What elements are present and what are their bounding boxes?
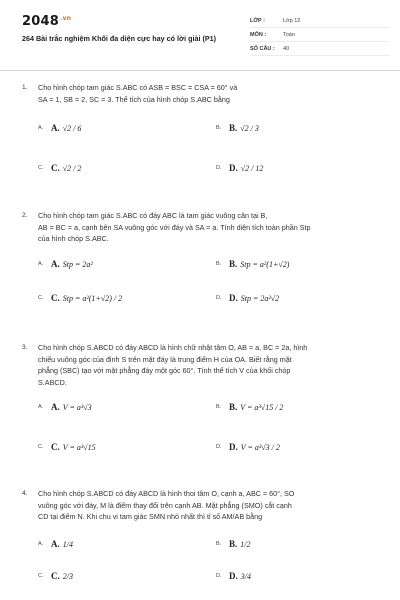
option-label: A. [51, 402, 60, 412]
option-value: √2 / 3 [240, 124, 259, 133]
question-text [38, 488, 384, 523]
options [38, 105, 384, 197]
option-b[interactable] [216, 402, 283, 414]
question-line: Cho hình chóp tam giác S.ABC có ASB = BSC = CSA = 60° và [38, 83, 238, 92]
page-header [0, 0, 400, 68]
option-b[interactable] [216, 539, 251, 551]
meta-row-class [250, 14, 390, 28]
option-label: B. [229, 402, 238, 412]
option-c[interactable] [38, 571, 73, 583]
option-label: D. [229, 292, 238, 303]
meta-value: 40 [283, 45, 290, 52]
question-line: phẳng (SBC) tạo với mặt phẳng đáy một góc 60°. Tính thể tích V của khối chóp [38, 366, 291, 375]
logo-text: 2048 [22, 14, 59, 29]
option-label: A. [51, 123, 60, 133]
options [38, 245, 384, 325]
option-value: √2 / 12 [240, 164, 264, 173]
option-letter: A. [38, 260, 44, 267]
option-d[interactable] [216, 163, 263, 175]
option-a[interactable] [38, 539, 73, 551]
question-line: AB = BC = a, cạnh bên SA vuông góc với đáy và SA = a. Tính diện tích toàn phần Stp [38, 222, 311, 232]
option-value: V = a³√3 / 2 [240, 443, 280, 452]
question-number: 2. [22, 212, 28, 219]
meta-table [250, 14, 390, 56]
option-a[interactable] [38, 123, 81, 135]
meta-value: Lớp 12 [283, 17, 301, 24]
option-c[interactable] [38, 163, 81, 175]
option-d[interactable] [216, 442, 280, 454]
option-d[interactable] [216, 293, 279, 305]
option-letter: C. [38, 444, 44, 450]
document-title: 264 Bài trắc nghiệm Khối đa diện cực hay có lời giải (P1) [22, 34, 217, 43]
option-label: D. [229, 570, 238, 581]
meta-value: Toán [283, 31, 295, 38]
site-logo[interactable] [22, 14, 71, 29]
option-label: C. [51, 163, 60, 173]
option-letter: D. [216, 572, 222, 579]
option-label: C. [51, 442, 60, 452]
option-letter: D. [216, 165, 222, 171]
option-label: D. [229, 163, 238, 173]
option-letter: C. [38, 165, 44, 171]
option-letter: C. [38, 294, 44, 301]
question-line: Cho hình chóp S.ABCD có đáy ABCD là hình chữ nhật tâm O, AB = a, BC = 2a, hình [38, 343, 308, 352]
option-value: Stp = a²(1+√2) / 2 [62, 293, 123, 303]
meta-row-count [250, 42, 390, 56]
option-value: √2 / 2 [62, 164, 82, 173]
option-letter: B. [216, 540, 222, 547]
option-value: Stp = a²(1+√2) [240, 259, 290, 269]
question-number: 3. [22, 344, 28, 351]
option-letter: D. [216, 444, 222, 450]
options [38, 388, 384, 472]
option-a[interactable] [38, 402, 92, 414]
option-value: 2/3 [62, 571, 73, 581]
option-label: B. [229, 538, 238, 549]
logo-suffix: .vn [59, 14, 72, 22]
option-letter: B. [216, 260, 222, 267]
option-value: V = a³√15 / 2 [240, 403, 284, 412]
option-letter: A. [38, 404, 44, 410]
question-number: 4. [22, 490, 28, 497]
question-line: của hình chóp S.ABC. [38, 234, 109, 243]
option-value: √2 / 6 [62, 124, 82, 133]
question-1 [22, 82, 384, 197]
option-label: C. [51, 570, 60, 581]
option-label: A. [51, 258, 60, 269]
option-label: C. [51, 292, 60, 303]
question-line: chiếu vuông góc của đỉnh S trên mặt đáy là trung điểm H của OA. Biết rằng mặt [38, 354, 292, 364]
option-value: 3/4 [240, 571, 251, 581]
meta-row-subject [250, 28, 390, 42]
option-b[interactable] [216, 259, 289, 271]
option-label: D. [229, 442, 238, 452]
option-letter: A. [38, 540, 44, 547]
meta-key: MÔN : [250, 31, 267, 38]
option-d[interactable] [216, 571, 251, 583]
options [38, 523, 384, 593]
option-letter: D. [216, 294, 222, 301]
question-line: vuông góc với đáy, M là điểm thay đổi trên cạnh AB. Mặt phẳng (SMO) cắt cạnh [38, 500, 292, 510]
question-line: CD tại điểm N. Khi chu vi tam giác SMN nhỏ nhất thì tỉ số AM/AB bằng [38, 512, 263, 521]
option-value: Stp = 2a² [62, 259, 93, 269]
question-number: 1. [22, 84, 28, 91]
option-value: 1/4 [62, 539, 73, 549]
option-value: V = a³√15 [62, 443, 96, 452]
question-4 [22, 488, 384, 593]
option-c[interactable] [38, 293, 122, 305]
question-text [38, 342, 384, 388]
question-line: S.ABCD. [38, 377, 67, 387]
option-value: 1/2 [240, 539, 251, 549]
meta-key: SỐ CÂU : [250, 45, 275, 52]
option-letter: A. [38, 125, 44, 131]
option-label: B. [229, 123, 238, 133]
option-label: A. [51, 538, 60, 549]
question-line: Cho hình chóp S.ABCD có đáy ABCD là hình thoi tâm O, cạnh a, ABC = 60°, SO [38, 489, 295, 498]
question-2 [22, 210, 384, 325]
question-text [38, 210, 384, 245]
option-label: B. [229, 258, 238, 269]
question-text [38, 82, 384, 105]
meta-key: LỚP : [250, 17, 265, 24]
option-value: V = a³√3 [62, 403, 92, 412]
option-letter: C. [38, 572, 44, 579]
question-line: Cho hình chóp tam giác S.ABC có đáy ABC là tam giác vuông cân tại B, [38, 211, 268, 220]
option-value: Stp = 2a²√2 [240, 293, 280, 303]
question-line: SA = 1, SB = 2, SC = 3. Thể tích của hình chóp S.ABC bằng [38, 94, 230, 104]
option-a[interactable] [38, 259, 93, 271]
option-b[interactable] [216, 123, 259, 135]
option-letter: B. [216, 125, 222, 131]
question-3 [22, 342, 384, 472]
header-divider [0, 70, 400, 71]
option-c[interactable] [38, 442, 96, 454]
option-letter: B. [216, 404, 222, 410]
